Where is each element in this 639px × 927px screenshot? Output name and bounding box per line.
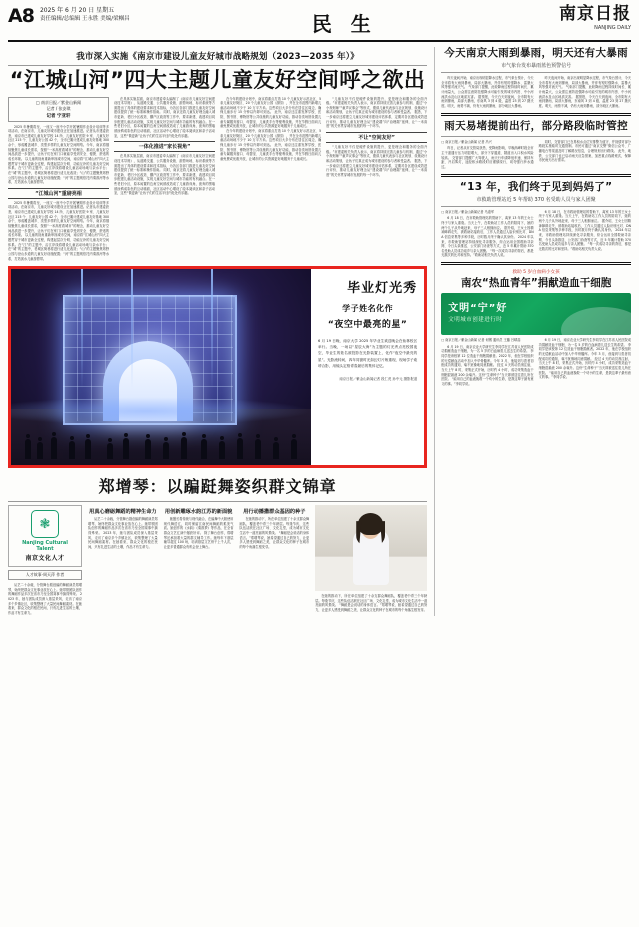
lead-columns — [8, 97, 427, 262]
photo-sub2: “夜空中最亮的星” — [327, 320, 408, 331]
divider — [441, 262, 631, 265]
divider — [441, 113, 631, 116]
reunion-subline: 市救助管理站近 5 年帮助 370 名受助人员与家人团聚 — [476, 196, 596, 203]
feature-brand-column — [8, 505, 82, 615]
lead-column-4 — [326, 97, 427, 262]
divider — [8, 65, 427, 66]
banner-subtitle: 文明城市创建进行时 — [448, 317, 503, 324]
divider — [441, 72, 631, 73]
reunion-body-2: 6 月 18 日，在市救助管理站的帮助下，离家 13 年的王女士终于与家人重逢。当天上午，在救助站工作人员的陪同下，她的两个儿子从外地赶来，母子三人相拥而泣。 据介绍，王女士因精神障碍走失，被救助站接收后，工作人员通过人脸识别比对、DNA 信息采集等多种手段，历时数月终于确认其身份。 2024 年以来，市救助管理站持续深化寻亲服务，综合运用全国救助寻亲网、今日头条推送、公安部门协查等方式，近 5 年累计帮助 370 名受助人员成功返乡与亲人团聚。 “每一次成功寻亲的背后，都是无数次的比对和坚持。”救助站相关负责人说。 — [538, 209, 631, 251]
lead-subhead-3: 不让“空间友好” — [326, 132, 427, 143]
lead-column-3 — [220, 97, 321, 262]
lead-body-3: 在今年的建设计划中，南京将重点打造 10 个儿童友好示范社区、5 条儿童友好街区、20 个儿童友好公园（游园），并在全市范围内新增儿童活动场地不少于 10 万平方米。这些项目大多分布在居住区周边，确保儿童步行 15 分钟以内即可到达。 此外，南京还注重发挥学校、医院、图书馆、博物馆等公共设施的儿童友好功能，推动各类场馆设置儿童专属服务窗口、母婴室、儿童洗手台等便利设施，并在节假日面向儿童免费或优惠开放，让城市的公共资源更好地服务于儿童成长。 — [220, 96, 322, 129]
byline-source: □ 南京日报／紫金山新闻 — [35, 99, 82, 105]
divider — [8, 501, 427, 502]
reunion-columns — [441, 210, 631, 258]
blood-body-1: 6 月 19 日，南京农业大学研究生李同学在江苏省人民医院成功捐献造血干细胞，为一名 5 岁的白血病患儿送去生的希望。 李同学是该校第 12 位造血干细胞捐献者。2022 年，他在学校组织的无偿献血活动中加入中华骨髓库。今年 3 月，他接到与患者初配成功的通知，毫不犹豫地同意捐献。 经过 4 天的动员剂注射，当天上午 8 时，采集正式开始，历时约 4 小时，成功采集造血干细胞混悬液 200 余毫升。这份“生命种子”当天即被送往患儿所在医院。 “能用自己的血液挽救一个幼小的生命，是我这辈子最有意义的事。”李同学说。 — [441, 344, 534, 386]
lead-body-1: 2025 年暑期将至，一座又一座中小学开展暑期作业设计培训等多项活动，在南京市，儿童友好城市建设正在加速推进。记者从市建委获悉，南京市已建成儿童友好学校 14 所、儿童友好医院 9 家、儿童友好社区 215 个、儿童友好公园 42 个，全市已累计建成儿童友好基地 300 余个，形成覆盖城乡、类型多样的儿童友好空间网络。今年，南京将继续聚焦儿童成长需求，按照“一米高度看城市”的理念，推动儿童友好空间品质进一步提升，让孩子们在家门口就能享受到安全、便捷、舒适的成长环境。 以儿童的视角重新审视城市空间，南京将“江城山河”四大主题贯穿于城市更新全过程，构建起层次分明、功能互补的儿童友好空间体系。在“江”的主题中，沿江岸线将增设儿童活动场地与亲水平台；在“城”的主题中，老城区街巷将进行适儿化改造；“山”的主题聚焦郊野公园与登山步道的儿童友好设施配置；“河”的主题则依托内秦淮河等水系，打造滨水儿童游憩带。 — [8, 124, 110, 185]
lead-column-1 — [8, 97, 109, 262]
photo-beam — [211, 269, 213, 389]
masthead-editors: 责任编辑/总编辑 王永胜 美编/梁帼昌 — [39, 16, 130, 22]
byline-box — [8, 97, 109, 122]
lead-body-4b: “儿童友好不仅是硬件设施的提升，更是理念和服务的全面升级。”市建委相关负责人表示，南京将持续完善儿童参与机制，通过“小小规划师”“童声议事会”等形式，邀请儿童代表参与社区规划、设施设计和活动策划，让孩子们真正成为城市建设的参与者和受益者。 据悉，下一步南京还将建立儿童友好城市建设评估体系，定期对各区建设成效进行评价，推动儿童友好理念从“建设端”向“治理端”延伸，让“一米高度”的关怀贯穿城市发展的每一个环节。 — [326, 145, 428, 177]
masthead-left — [8, 6, 130, 26]
photo-sub1: 学子姓名化作 — [342, 304, 394, 314]
feature-column-3 — [239, 505, 309, 615]
logo-latin: Nanjing Cultural Talent — [22, 540, 68, 553]
paper-logo-latin: NANJING DAILY — [594, 25, 631, 31]
reunion-byline: □ 南京日报／紫金山新闻记者 马道军 — [441, 209, 495, 214]
weather-body-1: 昨天夜间开始，南京出现明显降水过程，市气象台预计，今天全市将有大雨到暴雨，局部大暴雨，并伴有短时强降水、雷暴大风等强对流天气。 气象部门提醒，此轮降雨过程持续时间长、累计雨量大，公众需注意防范强降水可能引发的城市内涝、中小河流洪水及山区地质灾害。 据预报，今天白天到夜间，全市阴有大雨到暴雨，局部大暴雨，东南风 3 到 4 级，温度 23 到 27 摄氏度。明天，雨势不减，仍有大雨到暴雨，部分地区大暴雨。 — [441, 76, 534, 108]
photo-crowd — [11, 417, 311, 459]
photo-body: 6 月 19 日晚，南京大学 2025 年毕业生欢送晚会在仙林校区举行。当晚，一场以“星辰大海”为主题的灯光秀点亮校园夜空，毕业生的姓名被投影在光影装置上，化作“夜空中最亮的星”。光影流转间，四年同窗时光如幻灯片般重现，现场学子欢呼合影，用镜头定格青春最后的集体记忆。 — [318, 339, 418, 368]
lead-kicker: 我市深入实施《南京市建设儿童友好城市战略规划（2023—2035 年）》 — [76, 52, 359, 62]
photo-credit: 南京日报／紫金山新闻记者 段仁虎 孙中元 摄影报道 — [339, 376, 418, 381]
feature-portrait-column — [315, 505, 427, 615]
reunion-headline: “13 年，我们终于见到妈妈了” — [459, 180, 613, 193]
civility-banner — [441, 293, 631, 335]
traffic-body-1: 昨日，记者从市交管局获悉，受降雨影响，早晚高峰时段全市主干道通行压力明显增大，部分下穿通道、隧道出入口积水风险较高。 交管部门提醒广大驾驶人，雨天行车请降低车速、保持车距、开启雾灯，途经积水路段时应谨慎绕行，切勿强行涉水通过。 — [441, 146, 534, 169]
logo-chinese: 南京文化人才 — [25, 555, 65, 563]
weather-columns — [441, 76, 631, 108]
lead-column-2 — [114, 97, 215, 262]
lead-body-2b: 在具体实施层面，南京市建委牵头编制了《南京市儿童友好空间建设技术导则》，从道路交通、公共服务设施、游憩场地、标识系统等方面提出了具体的建设要求和技术指标，为各区各部门推进儿童友好空间建设提供了统一标准和操作指南。 同时，南京还将儿童友好理念融入城市更新、老旧小区改造、棚户区改造等工作中，要求新建、改建项目同步配建儿童活动设施，实现儿童友好空间与城市功能的有机融合。在一些老旧小区，原本闲置的边角空间被改造成了儿童游戏角，废弃的围墙被涂鸦成彩色的互动墙面，社区活动中心增设了绘本阅读区和亲子活动室，这些“微更新”让孩子们的生活半径内处处有乐趣。 — [114, 154, 216, 196]
feature-subhead-3: 用行动播撒群众基因的种子 — [243, 509, 306, 516]
masthead-date: 2025 年 6 月 20 日 星期五 — [39, 7, 115, 14]
left-column — [8, 47, 427, 616]
feature-column-2 — [164, 505, 234, 615]
photo-caption-panel — [311, 269, 424, 465]
feature-body-1: 从艺二十余载，分管舞台剧创编的舞蹈演员郑增琴，始终把群众文化事业放在心上。她带领团队创作的舞蹈作品多次在省市乃至全国赛事中摘得殊荣。 2023 年，她与团队成员深入基层采风，走访了南京多个乡镇社区，收集整理了大量民间舞蹈素材。在她看来，群众文化的根在民间，只有扎进生活的土壤，作品才有生命力。 — [88, 517, 158, 550]
page-number: A8 — [8, 5, 34, 27]
light-show-photo — [11, 269, 311, 465]
byline-reporter: 记者 宁亚轩 — [46, 113, 71, 119]
feature-subhead-2: 用创新雕琢水韵江苏的新面貌 — [164, 509, 233, 516]
lead-subhead-2: 一体化推进“家长视角” — [114, 141, 215, 152]
lead-body-4: “儿童友好不仅是硬件设施的提升，更是理念和服务的全面升级。”市建委相关负责人表示，南京将持续完善儿童参与机制，通过“小小规划师”“童声议事会”等形式，邀请儿童代表参与社区规划、设施设计和活动策划，让孩子们真正成为城市建设的参与者和受益者。 据悉，下一步南京还将建立儿童友好城市建设评估体系，定期对各区建设成效进行评价，推动儿童友好理念从“建设端”向“治理端”延伸，让“一米高度”的关怀贯穿城市发展的每一个环节。 — [326, 96, 428, 129]
blood-columns — [441, 338, 631, 386]
leaf-icon: ❃ — [31, 510, 59, 538]
traffic-byline: □ 南京日报／紫金山新闻 记者 冯兴 — [441, 139, 492, 144]
traffic-headline: 雨天易堵提前出行，部分路段临时管控 — [444, 119, 628, 132]
feature-body-2: 她擅长将传统与现代融合，在编舞中大胆使用现代舞语汇，同时保留江南民间舞蹈的柔美气质。她创作的《水韵》《秦淮梦》等作品，在全省群众文艺汇演中屡获好评。 除了舞台创作，郑增琴还承担着大量的群文辅导工作。她每年下基层辅导超过 100 场，培训基层文艺骨干上千人次，让更多普通群众有机会登上舞台。 — [163, 517, 234, 550]
photo-title: 毕业灯光秀 — [347, 281, 418, 297]
lead-headline: “江城山河”四大主题儿童友好空间呼之欲出 — [9, 68, 426, 92]
traffic-body-2: 同时，交管部门已在易积水点位安排警力值守，并视情对部分路段实施临时交通管制。市民可通过“南京交警”微信公众号、广播电台等渠道及时了解路况信息，合理规划出行路线。 此外，地铁、公交部门也已启动雨天应急预案，加密重点线路班次，保障市民雨天出行需求。 — [538, 139, 631, 163]
masthead-meta — [40, 6, 130, 23]
lead-body-3b: 在今年的建设计划中，南京将重点打造 10 个儿童友好示范社区、5 条儿童友好街区、20 个儿童友好公园（游园），并在全市范围内新增儿童活动场地不少于 10 万平方米。这些项目大多分布在居住区周边，确保儿童步行 15 分钟以内即可到达。 此外，南京还注重发挥学校、医院、图书馆、博物馆等公共设施的儿童友好功能，推动各类场馆设置儿童专属服务窗口、母婴室、儿童洗手台等便利设施，并在节假日面向儿童免费或优惠开放，让城市的公共资源更好地服务于儿童成长。 — [220, 129, 322, 161]
traffic-columns — [441, 140, 631, 170]
feature-subhead-1: 用真心磨砺舞蹈的精神生命力 — [89, 509, 157, 516]
blood-headline: 南农“热血青年”捐献造血干细胞 — [460, 277, 612, 290]
culture-talent-logo — [8, 505, 82, 567]
paper-logo: 南京日报 — [559, 4, 631, 24]
photo-beam — [81, 269, 83, 389]
byline-editor: 记者 / 张安琪 — [46, 105, 71, 111]
banner-arc — [561, 307, 631, 335]
feature-columns — [8, 505, 427, 615]
photo-feature — [8, 266, 427, 468]
feature-body-3: 在她的推动下，所在单位组建了十余支群众舞蹈队，覆盖老中青三个年龄层。每逢节庆，这些队伍活跃在社区广场、文化礼堂，成为城市文化生活中一道亮丽的风景线。 “舞蹈是会说话的身体语言。”郑增琴说，她希望通过自己的努力，让更多人感受到舞蹈之美，让群众文化的种子在城市的每个角落生根发芽。 — [239, 517, 310, 550]
blood-kicker: 救助 5 岁白血病小女孩 — [512, 270, 560, 276]
masthead — [8, 6, 631, 42]
feature-column-1 — [88, 505, 158, 615]
divider — [441, 136, 631, 137]
feature-body-4: 在她的推动下，所在单位组建了十余支群众舞蹈队，覆盖老中青三个年龄层。每逢节庆，这些队伍活跃在社区广场、文化礼堂，成为城市文化生活中一道亮丽的风景线。 “舞蹈是会说话的身体语言。”郑增琴说，她希望通过自己的努力，让更多人感受到舞蹈之美，让群众文化的种子在城市的每个角落生根发芽。 — [315, 594, 428, 613]
page-body — [8, 47, 631, 616]
section-title: 民 生 — [311, 12, 377, 36]
reunion-body-1: 6 月 18 日，在市救助管理站的帮助下，离家 13 年的王女士终于与家人重逢。当天上午，在救助站工作人员的陪同下，她的两个儿子从外地赶来，母子三人相拥而泣。 据介绍，王女士因精神障碍走失，被救助站接收后，工作人员通过人脸识别比对、DNA 信息采集等多种手段，历时数月终于确认其身份。 2024 年以来，市救助管理站持续深化寻亲服务，综合运用全国救助寻亲网、今日头条推送、公安部门协查等方式，近 5 年累计帮助 370 名受助人员成功返乡与亲人团聚。 “每一次成功寻亲的背后，都是无数次的比对和坚持。”救助站相关负责人说。 — [441, 216, 534, 258]
lead-subhead-1: “江城山河”重磅亮相 — [8, 188, 109, 199]
weather-body-2: 昨天夜间开始，南京出现明显降水过程，市气象台预计，今天全市将有大雨到暴雨，局部大暴雨，并伴有短时强降水、雷暴大风等强对流天气。 气象部门提醒，此轮降雨过程持续时间长、累计雨量大，公众需注意防范强降水可能引发的城市内涝、中小河流洪水及山区地质灾害。 据预报，今天白天到夜间，全市阴有大雨到暴雨，局部大暴雨，东南风 3 到 4 级，温度 23 到 27 摄氏度。明天，雨势不减，仍有大雨到暴雨，部分地区大暴雨。 — [538, 76, 631, 108]
portrait-photo — [315, 505, 427, 591]
divider — [441, 174, 631, 177]
portrait-hair — [358, 513, 383, 535]
weather-subline: 市气象台发布暴雨蓝色预警信号 — [501, 63, 572, 70]
weather-headline: 今天南京大雨到暴雨，明天还有大暴雨 — [444, 47, 628, 59]
feature-body-a: 从艺二十余载，分管舞台剧创编的舞蹈演员郑增琴，始终把群众文化事业放在心上。她带领团队创作的舞蹈作品多次在省市乃至全国赛事中摘得殊荣。 2023 年，她与团队成员深入基层采风，走访了南京多个乡镇社区，收集整理了大量民间舞蹈素材。在她看来，群众文化的根在民间，只有扎进生活的土壤，作品才有生命力。 — [8, 583, 82, 616]
divider — [441, 206, 631, 207]
feature-tag: 人才故事·周天萍 作者 — [8, 570, 82, 580]
masthead-right — [559, 6, 631, 31]
feature-headline: 郑增琴：以蹁跹舞姿织群文锦章 — [98, 477, 337, 497]
lead-body-1b: 2025 年暑期将至，一座又一座中小学开展暑期作业设计培训等多项活动，在南京市，儿童友好城市建设正在加速推进。记者从市建委获悉，南京市已建成儿童友好学校 14 所、儿童友好医院 9 家、儿童友好社区 215 个、儿童友好公园 42 个，全市已累计建成儿童友好基地 300 余个，形成覆盖城乡、类型多样的儿童友好空间网络。今年，南京将继续聚焦儿童成长需求，按照“一米高度看城市”的理念，推动儿童友好空间品质进一步提升，让孩子们在家门口就能享受到安全、便捷、舒适的成长环境。 以儿童的视角重新审视城市空间，南京将“江城山河”四大主题贯穿于城市更新全过程，构建起层次分明、功能互补的儿童友好空间体系。在“江”的主题中，沿江岸线将增设儿童活动场地与亲水平台；在“城”的主题中，老城区街巷将进行适儿化改造；“山”的主题聚焦郊野公园与登山步道的儿童友好设施配置；“河”的主题则依托内秦淮河等水系，打造滨水儿童游憩带。 — [8, 200, 110, 261]
blood-body-2: 6 月 19 日，南京农业大学研究生李同学在江苏省人民医院成功捐献造血干细胞，为一名 5 岁的白血病患儿送去生的希望。 李同学是该校第 12 位造血干细胞捐献者。2022 年，他在学校组织的无偿献血活动中加入中华骨髓库。今年 3 月，他接到与患者初配成功的通知，毫不犹豫地同意捐献。 经过 4 天的动员剂注射，当天上午 8 时，采集正式开始，历时约 4 小时，成功采集造血干细胞混悬液 200 余毫升。这份“生命种子”当天即被送往患儿所在医院。 “能用自己的血液挽救一个幼小的生命，是我这辈子最有意义的事。”李同学说。 — [538, 338, 631, 380]
lead-body-2: 在具体实施层面，南京市建委牵头编制了《南京市儿童友好空间建设技术导则》，从道路交通、公共服务设施、游憩场地、标识系统等方面提出了具体的建设要求和技术指标，为各区各部门推进儿童友好空间建设提供了统一标准和操作指南。 同时，南京还将儿童友好理念融入城市更新、老旧小区改造、棚户区改造等工作中，要求新建、改建项目同步配建儿童活动设施，实现儿童友好空间与城市功能的有机融合。在一些老旧小区，原本闲置的边角空间被改造成了儿童游戏角，废弃的围墙被涂鸦成彩色的互动墙面，社区活动中心增设了绘本阅读区和亲子活动室，这些“微更新”让孩子们的生活半径内处处有乐趣。 — [114, 96, 216, 138]
blood-byline: □ 南京日报／紫金山新闻 记者 何钢 通讯员 王璐 吕晴喆 — [441, 338, 521, 343]
photo-beam — [131, 269, 133, 389]
banner-title: 文明“宁”好 — [448, 303, 508, 315]
right-column — [434, 47, 631, 616]
